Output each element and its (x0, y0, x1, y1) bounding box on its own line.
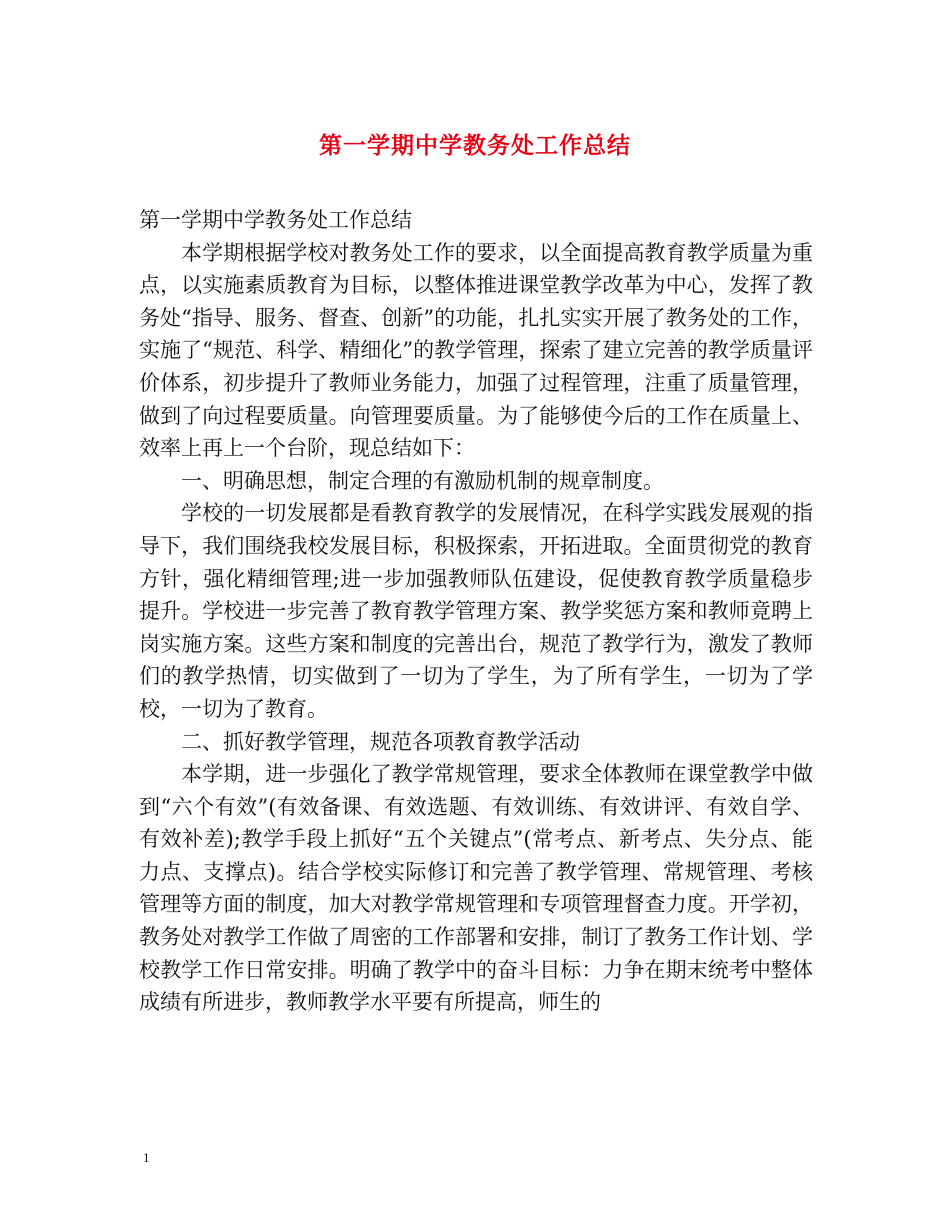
paragraph-section-2: 本学期，进一步强化了教学常规管理，要求全体教师在课堂教学中做到“六个有效”(有效备课、有效选题、有效训练、有效讲评、有效自学、有效补差);教学手段上抓好“五个关键点”(常考点、新考点、失分点、能力点、支撑点)。结合学校实际修订和完善了教学管理、常规管理、考核管理等方面的制度，加大对教学常规管理和专项管理督查力度。开学初，教务处对教学工作做了周密的工作部署和安排，制订了教务工作计划、学校教学工作日常安排。明确了教学中的奋斗目标：力争在期末统考中整体成绩有所进步，教师教学水平要有所提高，师生的 (139, 762, 813, 1015)
document-body (139, 204, 813, 1019)
document-title: 第一学期中学教务处工作总结 (319, 133, 631, 159)
section-heading-2: 二、抓好教学管理，规范各项教育教学活动 (181, 729, 580, 754)
paragraph-intro: 本学期根据学校对教务处工作的要求，以全面提高教育教学质量为重点，以实施素质教育为目标，以整体推进课堂教学改革为中心，发挥了教务处“指导、服务、督查、创新”的功能，扎扎实实开展了教务处的工作，实施了“规范、科学、精细化”的教学管理，探索了建立完善的教学质量评价体系，初步提升了教师业务能力，加强了过程管理，注重了质量管理，做到了向过程要质量。向管理要质量。为了能够使今后的工作在质量上、效率上再上一个台阶，现总结如下： (139, 240, 813, 461)
paragraph-section-1: 学校的一切发展都是看教育教学的发展情况，在科学实践发展观的指导下，我们围绕我校发展目标，积极探索，开拓进取。全面贯彻党的教育方针，强化精细管理;进一步加强教师队伍建设，促使教育教学质量稳步提升。学校进一步完善了教育教学管理方案、教学奖惩方案和教师竟聘上岗实施方案。这些方案和制度的完善出台，规范了教学行为，激发了教师们的教学热情，切实做到了一切为了学生，为了所有学生，一切为了学校，一切为了教育。 (139, 501, 813, 721)
section-heading-1: 一、明确思想，制定合理的有激励机制的规章制度。 (181, 468, 664, 493)
page-number: 1 (143, 1150, 150, 1165)
document-subtitle: 第一学期中学教务处工作总结 (139, 208, 412, 232)
